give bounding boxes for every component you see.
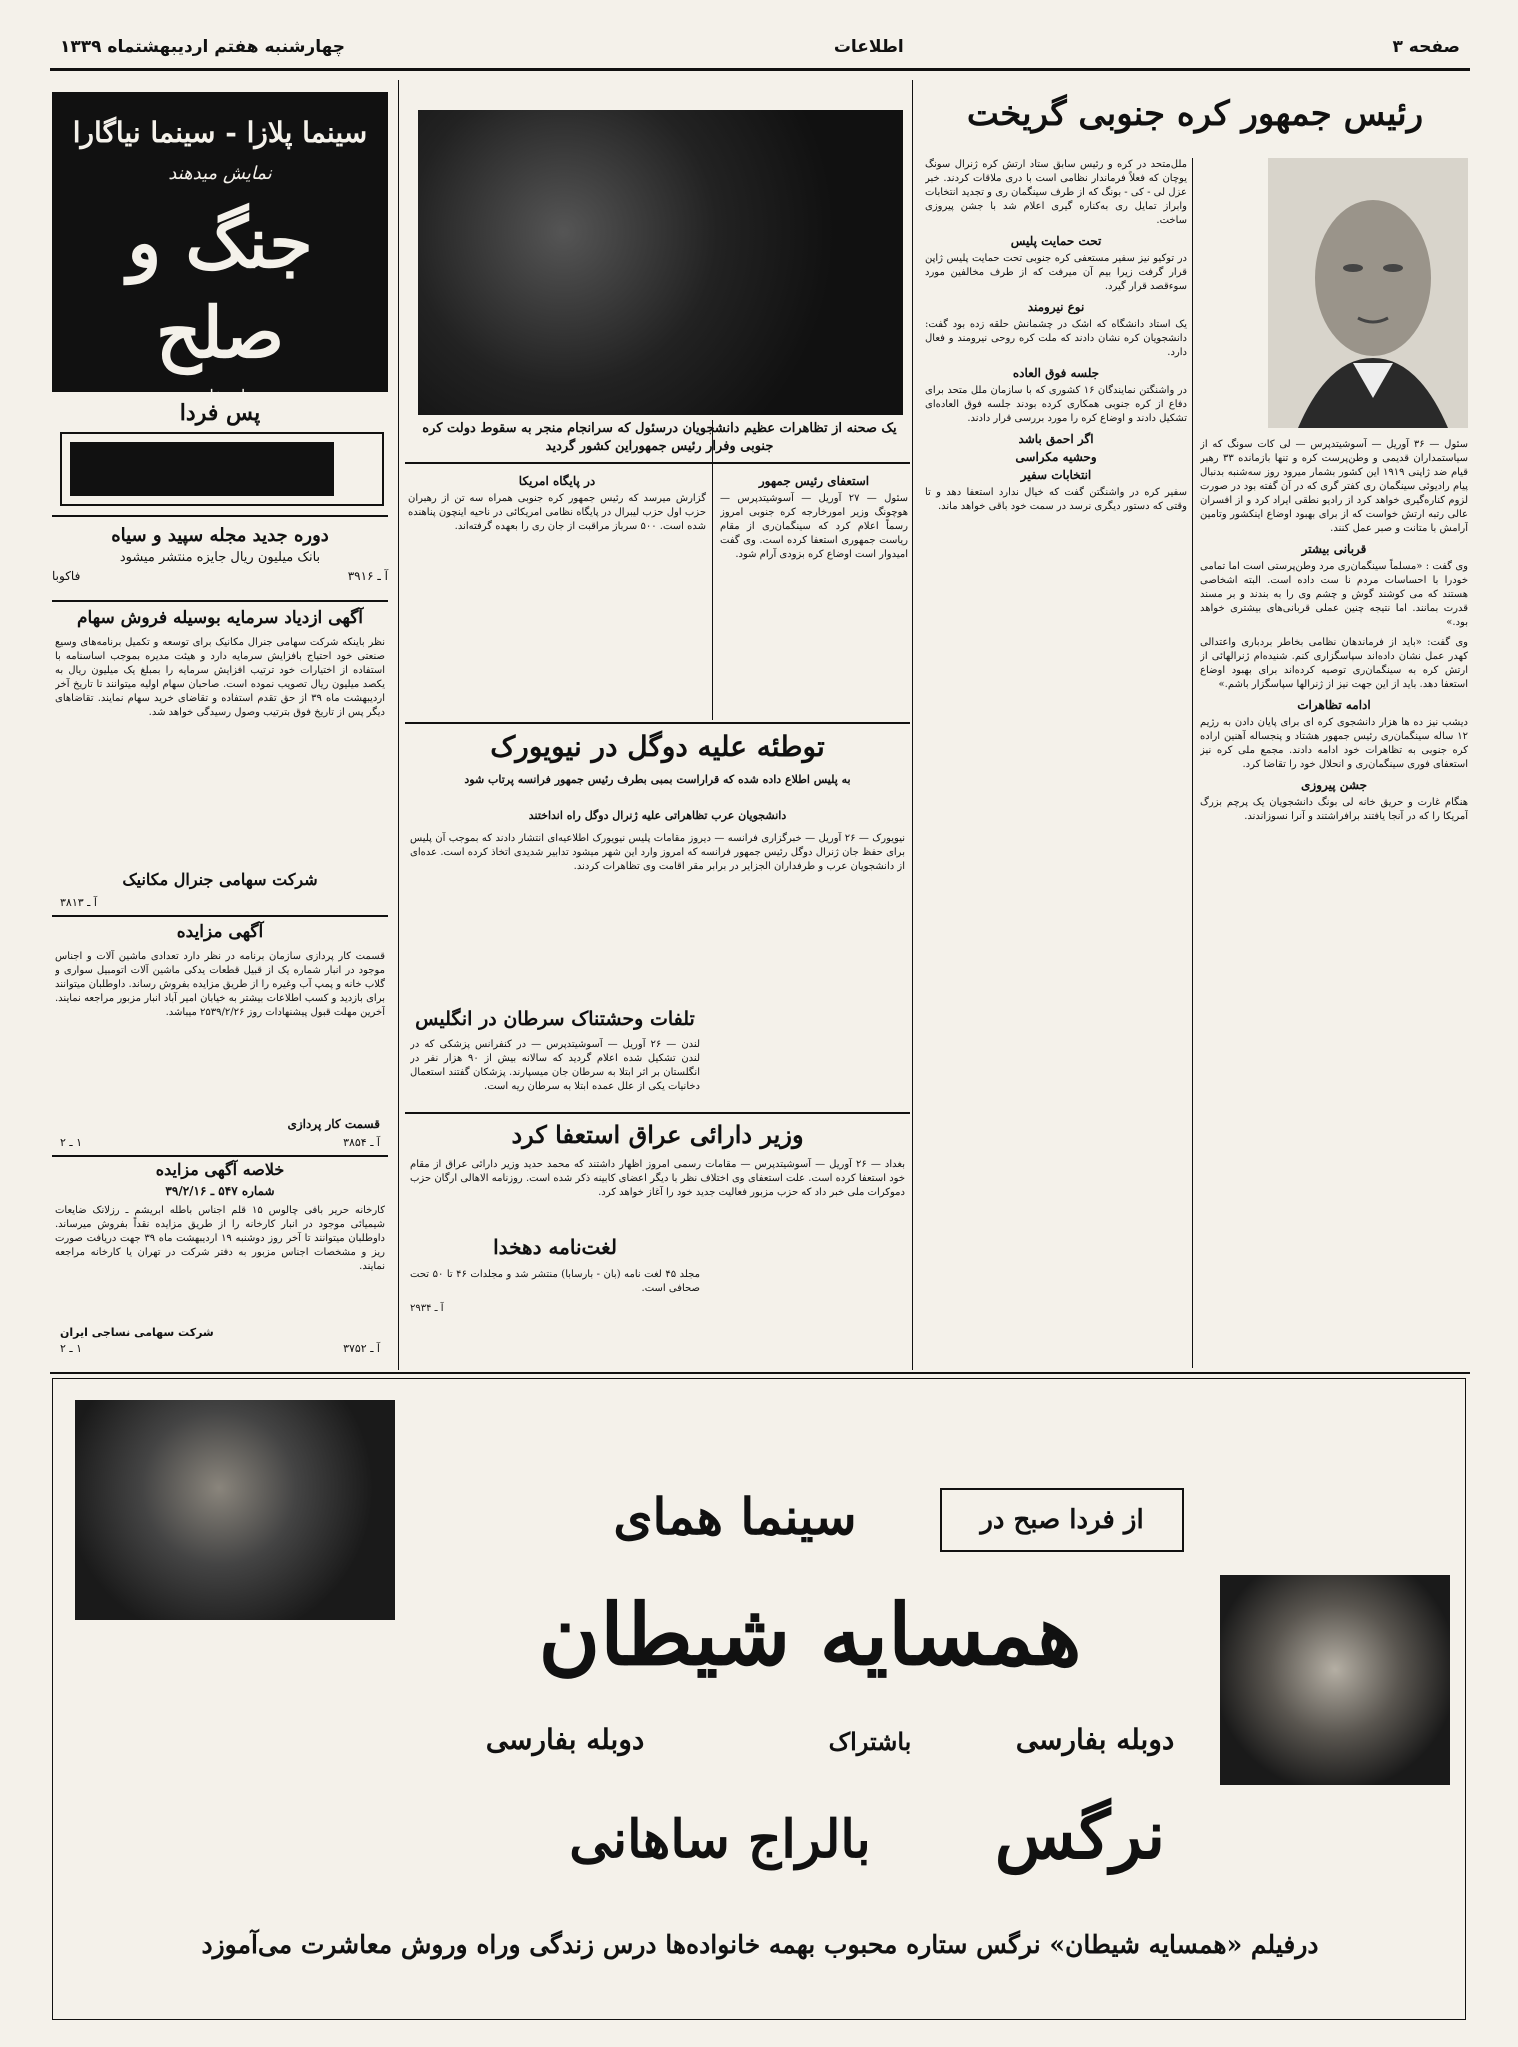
center-rule1 <box>405 722 910 724</box>
rhee-text3: وی گفت: «باید از فرماندهان نظامی بخاطر بردباری واعتدالی کهدر عمل نشان داده‌اند سپاسگزاری کنم. شنیده‌ام ژنرالهائی از ارتش کره به سینگمان‌ری توصیه کرده‌اند برای بهبود اوضاع استعفا دهد. باید از این جهت نیز از ژنرالها سپاسگزار باشم.» <box>1200 637 1468 690</box>
auction2-code: آ ـ ۳۷۵۲ <box>343 1342 380 1355</box>
ad-tagline: درفیلم «همسایه شیطان» نرگس ستاره محبوب بهمه خانواده‌ها درس زندگی وراه وروش معاشرت می‌آموزد <box>201 1930 1319 1959</box>
auction2-title: خلاصه آگهی مزایده <box>155 1160 285 1179</box>
auction2-sub: شماره ۵۴۷ ـ ۳۹/۲/۱۶ <box>165 1184 275 1198</box>
auction-body <box>55 950 385 1115</box>
cinema-ad <box>52 92 388 405</box>
ad-dub-left: دوبله بفارسی <box>485 1723 645 1756</box>
paper-name: اطلاعات <box>833 37 904 57</box>
rhee-col2 <box>925 158 1187 1368</box>
left-rule2 <box>52 600 388 602</box>
center-text-a: گزارش میرسد که رئیس جمهور کره جنوبی همراه سه تن از رهبران حزب اول حزب لیبرال در پایگاه نظامی امریکائی در ناحیه اینچون پناهنده شده است. ۵۰۰ سرباز مراقبت از جان ری را بعهده گرفته‌اند. <box>408 493 706 532</box>
capital-text: نظر باینکه شرکت سهامی جنرال مکانیک برای توسعه و تکمیل برنامه‌های وسیع صنعتی خود احتیاج بافزایش سرمایه دارد و هیئت مدیره بموجب اساسنامه با استفاده از اختیارات خود ترتیب افزایش سرمایه را بمبلغ یک میلیون ریال به یکصد میلیون ریال تصویب نموده است. صاحبان سهام اولیه میتوانند تا تاریخ آخر اردیبهشت ماه ۳۹ از حق تقدم استفاده و تقاضای خرید سهام نمایند. تقاضاهای دیگر پس از تاریخ فوق بترتیب وصول رسیدگی خواهد شد. <box>55 637 385 718</box>
left-rule4 <box>52 1155 388 1157</box>
capital-title: آگهی ازدیاد سرمایه بوسیله فروش سهام <box>76 608 364 628</box>
rhee-sub9: انتخابات سفیر <box>1020 468 1092 482</box>
ad-star2: بالراج ساهانی <box>569 1809 871 1870</box>
center-sub-b: استعفای رئیس جمهور <box>758 474 870 488</box>
rhee-portrait <box>1268 158 1468 428</box>
dehkhoda-text: مجلد ۴۵ لغت نامه (بان - بارسابا) منتشر شد و مجلدات ۴۶ تا ۵۰ تحت صحافی است. <box>410 1269 700 1294</box>
capital-body <box>55 636 385 866</box>
ad-dub-right: دوبله بفارسی <box>1015 1723 1175 1756</box>
center-rule2 <box>405 1112 910 1114</box>
magazine-sub: بانک میلیون ریال جایزه منتشر میشود <box>119 550 321 565</box>
caption-rule <box>405 462 910 464</box>
protest-photo <box>418 110 903 415</box>
degaulle-body <box>410 832 905 1002</box>
iraq-text: بغداد — ۲۶ آوریل — آسوشیتدپرس — مقامات رسمی امروز اظهار داشتند که محمد حدید وزیر دارائی عراق از مقام خود استعفا کرده است. علت استعفای وی اختلاف نظر با دیگر اعضای کابینه ذکر شده است. روزنامه الاهالی ارگان حزب دموکرات ملی خبر داد که حزب مزبور فعالیت جدید خود را آغاز خواهد کرد. <box>410 1159 905 1198</box>
masthead <box>60 28 1460 66</box>
bottom-ad-top-rule <box>50 1372 1470 1374</box>
auction2-body <box>55 1204 385 1322</box>
rhee-text1: سئول — ۳۶ آوریل — آسوشیتدپرس — لی کات سونگ که از سیاستمداران قدیمی و وطن‌پرست کره و تنها بازمانده ۳۳ رهبر قیام ضد ژاپنی ۱۹۱۹ این کشور بشمار میرود روز سه‌شنبه بدنبال پیام رادیوئی سینگمان ری کفتر گری که در آن گفته بود در صورت لزوم کناره‌گیری خواهد کرد از رادیو نطقی ایراد کرد و از افسران عالی رتبه ارتش خواست که از برای بهبود اوضاع اینکشور وتامین آرامش با متانت و صبر عمل کنند. <box>1200 439 1468 534</box>
left-rule3 <box>52 915 388 917</box>
capital-company: شرکت سهامی جنرال مکانیک <box>122 870 318 889</box>
page-number: صفحه ۳ <box>1392 37 1460 57</box>
auction-code: آ ـ ۳۸۵۴ <box>343 1136 380 1149</box>
divider-mid1 <box>712 420 713 720</box>
ad-film-title: همسایه شیطان <box>538 1585 1082 1684</box>
degaulle-headline: توطئه علیه دوگل در نیویورک <box>490 730 825 763</box>
magazine-name: فاکوبا <box>52 569 81 583</box>
auction2-company: شرکت سهامی نساجی ایران <box>60 1326 214 1339</box>
rhee-sub8: وحشیه مکراسی <box>1015 450 1097 464</box>
auction-title: آگهی مزایده <box>176 922 264 942</box>
ad-photo-right <box>1220 1575 1450 1785</box>
rhee-sub6: جلسه فوق العاده <box>1012 366 1100 380</box>
dehkhoda-code: آ ـ ۲۹۳۴ <box>410 1303 444 1314</box>
auction-num: ۱ ـ ۲ <box>60 1136 83 1149</box>
degaulle-text: نیویورک — ۲۶ آوریل — خبرگزاری فرانسه — دیروز مقامات پلیس نیویورک اطلاعیه‌ای انتشار دادند که بموجب آن پلیس برای حفظ جان ژنرال دوگل رئیس جمهور فرانسه که امروز وارد این شهر میشود تدابیر شدیدی اتخاذ کرده است. عده‌ای از دانشجویان عرب و طرفداران الجزایر در برابر مقر اقامت وی تظاهرات کردند. <box>410 833 905 872</box>
auction-dept: قسمت کار پردازی <box>287 1117 380 1131</box>
dehkhoda-headline: لغت‌نامه دهخدا <box>493 1235 617 1259</box>
rhee-sub7: اگر احمق باشد <box>1018 432 1094 446</box>
issue-date: چهارشنبه هفتم اردیبهشتماه ۱۳۳۹ <box>60 37 346 57</box>
degaulle-bullet1: به پلیس اطلاع داده شده که قراراست بمبی بطرف رئیس جمهور فرانسه پرتاب شود <box>464 773 851 786</box>
left-rule1 <box>52 515 388 517</box>
magazine-ad <box>52 525 388 583</box>
film-title: جنگ و صلح <box>127 201 313 374</box>
cancer-body <box>410 1038 700 1108</box>
from-tomorrow-box <box>940 1488 1184 1552</box>
auction-text: قسمت کار پردازی سازمان برنامه در نظر دارد تعدادی ماشین آلات و اجناس موجود در انبار شماره یک از قبیل قطعات یدکی ماشین آلات اتومبیل سواری و گلاب خانه و پمپ آب وغیره را از طریق مزایده بفروش رساند. داوطلبان میتوانند برای بازدید و کسب اطلاعات بیشتر به خیابان امیر آباد انبار مزبور مراجعه نمایند. آخرین مهلت قبول پیشنهادات روز ۲۵۳۹/۲/۲۶ میباشد. <box>55 951 385 1018</box>
from-tomorrow: از فردا صبح در <box>980 1505 1144 1535</box>
rhee-col-divider <box>1192 158 1193 1368</box>
rhee-sub5: نوع نیرومند <box>1027 300 1085 314</box>
cancer-text: لندن — ۲۶ آوریل — آسوشیتدپرس — در کنفرانس پزشکی که در لندن تشکیل شده اعلام گردید که سالانه بیش از ۹۰ هزار نفر در انگلستان بر اثر ابتلا به سرطان جان میسپارند. پزشکان گفتند استعمال دخانیات یکی از علل عمده ابتلا به سرطان ریه است. <box>410 1039 700 1092</box>
auction2-footer <box>60 1342 380 1355</box>
degaulle-bullet2: دانشجویان عرب تظاهراتی علیه ژنرال دوگل راه انداختند <box>528 809 787 822</box>
auction2-num: ۱ ـ ۲ <box>60 1342 83 1355</box>
center-col-right <box>720 470 908 720</box>
rhee-sub2: ادامه تظاهرات <box>1297 698 1371 712</box>
rhee-col2-text5: سفیر کره در واشنگتن گفت که خیال ندارد استعفا دهد و تا وقتی که دستور دیگری نرسد در سمت خود باقی خواهد ماند. <box>925 487 1187 512</box>
cinema-sub: نمایش میدهند <box>168 163 272 184</box>
rhee-col1 <box>1200 438 1468 1368</box>
black-bar <box>60 432 384 506</box>
rhee-text5: هنگام غارت و حریق خانه لی بونگ دانشجویان یک پرچم بزرگ آمریکا را که در آنجا یافتند برافراشتند و آنرا نسوزاندند. <box>1200 797 1468 822</box>
divider-left <box>398 80 399 1370</box>
ad-star1: نرگس <box>994 1796 1166 1874</box>
rhee-col2-text3: یک استاد دانشگاه که اشک در چشمانش حلقه زده بود گفت: دانشجویان کره نشان دادند که ملت کره روحی نیرومند و فعال دارد. <box>925 319 1187 358</box>
pas-farda: پس فردا <box>179 400 261 426</box>
cinema-dub: دوبله بفارسی <box>174 386 266 405</box>
magazine-code: آ ـ ۳۹۱۶ <box>347 569 388 583</box>
rhee-text2: وی گفت : «مسلماً سینگمان‌ری مرد وطن‌پرستی است اما تمامی خودرا با احساسات مردم نا ست داده است. البته اشخاصی هستند که می کوشند گوش و چشم وی را به بندند و بر مسند قدرت بمانند. اما نتیجه چنین عملی قربانی‌های بیشتری خواهد بود.» <box>1200 561 1468 628</box>
rhee-sub3: جشن پیروزی <box>1301 778 1367 792</box>
cinema-names: سینما پلازا - سینما نیاگارا <box>72 116 368 149</box>
rhee-col2-text1: ملل‌متحد در کره و رئیس سابق ستاد ارتش کره ژنرال سونگ یوچان که فعلاً فرماندار نظامی است با دری ملاقات کردند. خبر عزل لی - کی - بونگ که از طرف سینگمان ری و تجدید انتخابات وابراز تمایل ری به‌کناره گیری اعلام شد با جشن پیروزی ساخت. <box>925 159 1187 226</box>
cancer-headline: تلفات وحشتناک سرطان در انگلیس <box>415 1008 695 1030</box>
divider-right <box>912 80 913 1370</box>
iraq-body <box>410 1158 905 1228</box>
auction-footer <box>60 1136 380 1149</box>
rhee-headline: رئیس جمهور کره جنوبی گریخت <box>966 94 1424 134</box>
photo-caption: یک صحنه از تظاهرات عظیم دانشجویان درسئول که سرانجام منجر به سقوط دولت کره جنوبی وفرار رئیس جمهوراین کشور گردید <box>422 421 897 454</box>
iraq-headline: وزیر دارائی عراق استعفا کرد <box>511 1120 804 1149</box>
rhee-col2-text4: در واشنگتن نمایندگان ۱۶ کشوری که با سازمان ملل متحد برای دفاع از کره جنوبی همکاری کرده بودند جلسه فوق العاده‌ای تشکیل دادند و اوضاع کره را مورد بررسی قرار دادند. <box>925 385 1187 424</box>
rhee-sub4: تحت حمایت پلیس <box>1010 234 1102 248</box>
center-text-b: سئول — ۲۷ آوریل — آسوشیتدپرس — هوچونگ وزیر امورخارجه کره جنوبی امروز رسماً اعلام کرد که سینگمان‌ری از مقام ریاست جمهوری استعفا کرده است. وی گفت امیدوار است اوضاع کره بزودی آرام شود. <box>720 493 908 560</box>
rhee-col2-text2: در توکیو نیز سفیر مستعفی کره جنوبی تحت حمایت پلیس ژاپن قرار گرفت زیرا بیم آن میرفت که از طرف مخالفین مورد سوءقصد قرار گیرد. <box>925 253 1187 292</box>
ad-photo-left <box>75 1400 395 1620</box>
auction2-text: کارخانه حریر بافی چالوس ۱۵ قلم اجناس باطله ابریشم ـ رزلانک ضایعات شیمیائی موجود در انبار کارخانه را از طریق مزایده نقداً بفروش میرساند. داوطلبان میتوانند تا آخر روز دوشنبه ۱۹ اردیبهشت ماه ۳۹ جهت دریافت صورت ریز و مشخصات اجناس مزبور به دفتر شرکت در تهران یا کارخانه مراجعه نمایند. <box>55 1205 385 1272</box>
masthead-rule <box>50 68 1470 71</box>
rhee-sub1: قربانی بیشتر <box>1301 542 1367 556</box>
capital-code: آ ـ ۳۸۱۳ <box>60 896 97 909</box>
dehkhoda-body <box>410 1268 700 1328</box>
center-col-left <box>408 470 706 720</box>
center-sub-a: در پایگاه امریکا <box>518 474 596 488</box>
rhee-text4: دیشب نیز ده ها هزار دانشجوی کره ای برای پایان دادن به رژیم ۱۲ ساله سینگمان‌ری رئیس جمهور هشتاد و پنجساله آهنین اراده کره جنوبی به تظاهرات خود ادامه دادند. مجمع ملی کره نیز استعفای فوری سینگمان‌ری و انحلال خود را تقاضا کرد. <box>1200 717 1468 770</box>
ad-technique: باشتراک <box>828 1727 912 1756</box>
ad-cinema: سینما همای <box>613 1487 857 1546</box>
magazine-title: دوره جدید مجله سپید و سیاه <box>111 525 329 546</box>
